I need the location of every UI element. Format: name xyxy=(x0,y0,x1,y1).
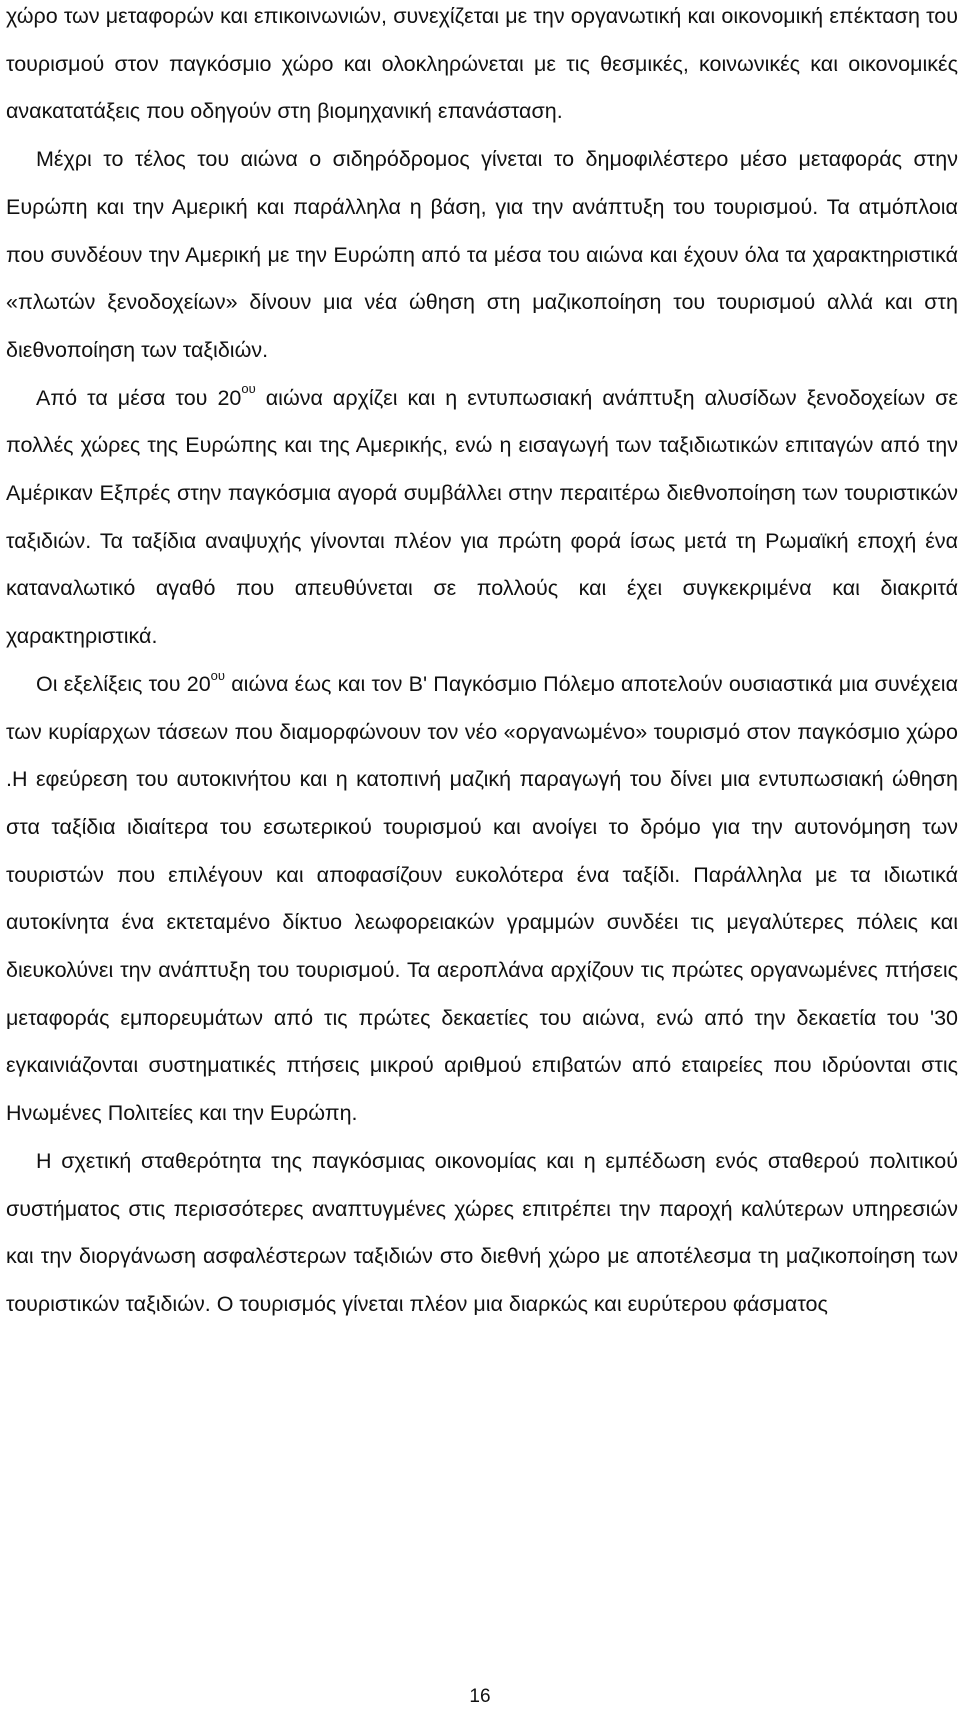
paragraph-text: Η σχετική σταθερότητα της παγκόσμιας οικονομίας και η εμπέδωση ενός σταθερού πολιτικού συστήματος στις περισσότερες αναπτυγμένες χώρες επιτρέπει την παροχή καλύτερων υπηρεσιών και την διοργάνωση ασφαλέστερων ταξιδιών στο διεθνή χώρο με αποτέλεσμα τη μαζικοποίηση των τουριστικών ταξιδιών. Ο τουρισμός γίνεται πλέον μια διαρκώς και ευρύτερου φάσματος xyxy=(6,1148,958,1316)
ordinal-superscript: ου xyxy=(210,667,226,683)
paragraph-text: χώρο των μεταφορών και επικοινωνιών, συνεχίζεται με την οργανωτική και οικονομική επέκταση του τουρισμού στον παγκόσμιο χώρο και ολοκληρώνεται με τις θεσμικές, κοινωνικές και οικονομικές ανακατατάξεις που οδηγούν στη βιομηχανική επανάσταση. xyxy=(6,4,958,124)
paragraph-economic-stability xyxy=(6,1138,958,1329)
paragraph-railway xyxy=(6,136,958,375)
paragraph-text-start: Από τα μέσα του 20 xyxy=(36,385,242,410)
paragraph-continuation xyxy=(6,0,958,136)
paragraph-text-start: Οι εξελίξεις του 20 xyxy=(36,671,211,696)
paragraph-text-rest: αιώνα έως και τον Β' Παγκόσμιο Πόλεμο αποτελούν ουσιαστικά μια συνέχεια των κυρίαρχων τάσεων που διαμορφώνουν τον νέο «οργανωμένο» τουρισμό στον παγκόσμιο χώρο .Η εφεύρεση του αυτοκινήτου και η κατοπινή μαζική παραγωγή του δίνει μια εντυπωσιακή ώθηση στα ταξίδια ιδιαίτερα του εσωτερικού τουρισμού και ανοίγει το δρόμο για την αυτονόμηση των τουριστών που επιλέγουν και αποφασίζουν ευκολότερα ένα ταξίδι. Παράλληλα με τα ιδιωτικά αυτοκίνητα ένα εκτεταμένο δίκτυο λεωφορειακών γραμμών συνδέει τις μεγαλύτερες πόλεις και διευκολύνει την ανάπτυξη του τουρισμού. Τα αεροπλάνα αρχίζουν τις πρώτες οργανωμένες πτήσεις μεταφοράς εμπορευμάτων από τις πρώτες δεκαετίες του αιώνα, ενώ από την δεκαετία του '30 εγκαινιάζονται συστηματικές πτήσεις μικρού αριθμού επιβατών από εταιρείες που ιδρύονται στις Ηνωμένες Πολιτείες και την Ευρώπη. xyxy=(6,671,958,1126)
page-number: 16 xyxy=(469,1686,491,1707)
paragraph-automobile-aviation xyxy=(6,661,958,1138)
body-text xyxy=(6,0,958,1329)
paragraph-text-rest: αιώνα αρχίζει και η εντυπωσιακή ανάπτυξη αλυσίδων ξενοδοχείων σε πολλές χώρες της Ευρώπης και της Αμερικής, ενώ η εισαγωγή των ταξιδιωτικών επιταγών από την Αμέρικαν Εξπρές στην παγκόσμια αγορά συμβάλλει στην περαιτέρω διεθνοποίηση των τουριστικών ταξιδιών. Τα ταξίδια αναψυχής γίνονται πλέον για πρώτη φορά ίσως μετά τη Ρωμαϊκή εποχή ένα καταναλωτικό αγαθό που απευθύνεται σε πολλούς και έχει συγκεκριμένα και διακριτά χαρακτηριστικά. xyxy=(6,385,958,649)
ordinal-superscript: ου xyxy=(241,381,256,397)
paragraph-hotel-chains xyxy=(6,375,958,661)
paragraph-text: Μέχρι το τέλος του αιώνα ο σιδηρόδρομος γίνεται το δημοφιλέστερο μέσο μεταφοράς στην Ευρώπη και την Αμερική και παράλληλα η βάση, για την ανάπτυξη του τουρισμού. Τα ατμόπλοια που συνδέουν την Αμερική με την Ευρώπη από τα μέσα του αιώνα και έχουν όλα τα χαρακτηριστικά «πλωτών ξενοδοχείων» δίνουν μια νέα ώθηση στη μαζικοποίηση του τουρισμού αλλά και στη διεθνοποίηση των ταξιδιών. xyxy=(6,147,958,362)
